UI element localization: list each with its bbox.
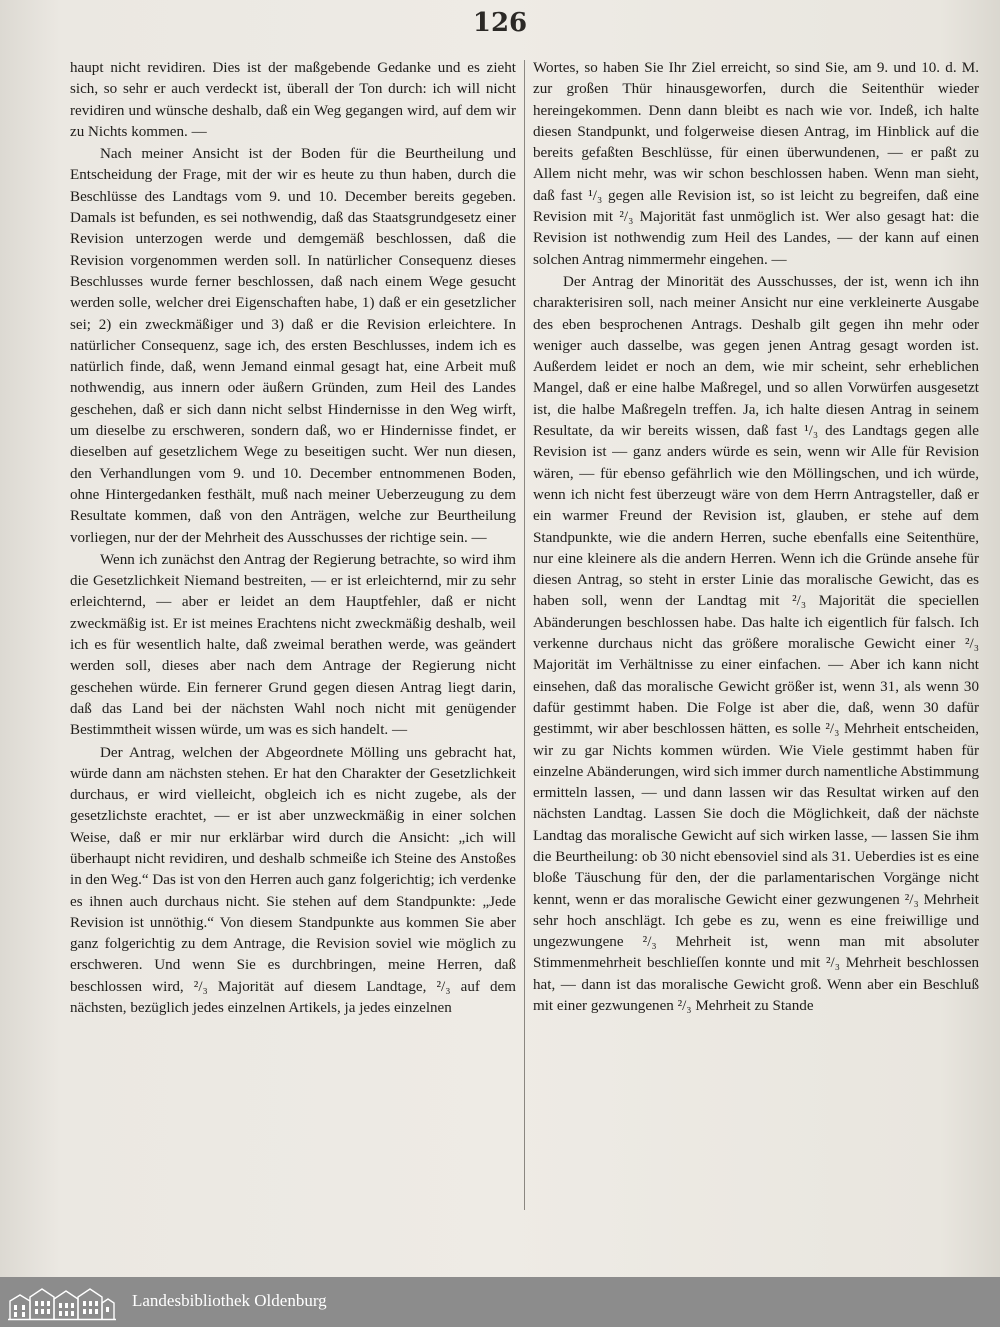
library-building-icon [8,1283,116,1321]
paragraph: Wortes, so haben Sie Ihr Ziel erreicht, so sind Sie, am 9. und 10. d. M. zur großen Thür hinausgeworfen, durch die Seitenthür wieder hereingekommen. Denn dann bleibt es nach wie vor. Indeß, ich halte diesen Standpunkt, und folgerweise diesen Antrag, im Hinblick auf die bereits gefaßten Beschlüsse, für einen überwundenen, — er paßt zu Allem nicht mehr, was wir schon beschlossen haben. Wenn man sieht, daß fast ¹/₃ gegen alle Revision ist, so ist leicht zu begreifen, daß eine Revision mit ²/₃ Majorität fast unmöglich ist. Wer also gesagt hat: die Revision ist nothwendig zum Heil des Landes, — der kann auf einen solchen Antrag nimmermehr eingehen. — [533,60,979,268]
paragraph: Der Antrag der Minorität des Ausschusses, der ist, wenn ich ihn charakterisiren soll, nach meiner Ansicht nur eine verkleinerte Ausgabe des eben besprochenen Antrags. Deshalb gilt gegen ihn mehr oder weniger auch dasselbe, was gegen jenen Antrag gesagt worden ist. Außerdem leidet er noch an dem, wie mir scheint, sehr erheblichen Mangel, daß er eine halbe Maßregel, und so allen Vorwürfen ausgesetzt ist, die halbe Maßregeln treffen. Ja, ich halte diesen Antrag in seinem Resultate, da wir bereits wissen, daß fast ¹/₃ des Landtags gegen alle Revision ist — ganz anders würde es sein, wenn wir Alle für Revision wären, — für ebenso gefährlich wie den Möllingschen, und ich würde, wenn ich nicht fest überzeugt wäre von dem Herrn Antragsteller, daß er ein warmer Freund der Revision ist, glauben, er stehe auf dem Standpunkte, wie die andern Herren, suche ebenfalls eine Seitenthüre, nur eine kleinere als die andern Herren. Wenn ich die Gründe ansehe für diesen Antrag, so steht in erster Linie das moralische Gewicht, das es haben soll, wenn der Landtag mit ²/₃ Majorität die speciellen Abänderungen beschlossen habe. Das halte ich eigentlich für falsch. Ich verkenne durchaus nicht das größere moralische Gewicht einer ²/₃ Majorität im Verhältnisse zu einer einfachen. — Aber ich kann nicht einsehen, daß das moralische Gewicht größer ist, wenn 31, als wenn 30 dafür gestimmt haben. Die Folge ist aber die, daß, wenn 30 dafür gestimmt, wir aber beschlossen hätten, es solle ²/₃ Mehrheit entscheiden, wir zu gar Nichts kommen würden. Wie Viele gestimmt haben für einzelne Abänderungen, wird sich immer durch namentliche Abstimmung ermitteln lassen, — und dann lassen wir das Resultat wirken auf den nächsten Landtag. Lassen Sie doch die Möglichkeit, daß der nächste Landtag das moralische Gewicht auf sich wirken lasse, — lassen Sie ihm die Beurtheilung: ob 30 nicht ebensoviel sind als 31. Ueberdies ist es eine bloße Täuschung für den, der die parlamentarischen Vorgänge nicht kennt, wenn er das moralische Gewicht einer gezwungenen ²/₃ Mehrheit sehr hoch anschlägt. Ich gebe es zu, wenn es eine freiwillige und ungezwungene ²/₃ Mehrheit ist, wenn man mit absoluter Stimmenmehrheit beschlieſſen konnte und mit ²/₃ Mehrheit beschlossen hat, — dann ist das moralische Gewicht groß. Wenn aber ein Beschluß mit einer gezwungenen ²/₃ Mehrheit zu Stande [533,273,979,1015]
footer-bar [0,1277,1000,1327]
column-divider [524,60,525,1210]
paragraph: haupt nicht revidiren. Dies ist der maßgebende Gedanke und es zieht sich, so sehr er auch verdeckt ist, überall der Ton durch: ich will nicht revidiren und wünsche deshalb, daß ein Weg gegangen wird, auf dem wir zu Nichts kommen. — [70,60,516,140]
library-name: Landesbibliothek Oldenburg [132,1291,327,1310]
page-number: 126 [472,8,528,38]
paragraph: Der Antrag, welchen der Abgeordnete Mölling uns gebracht hat, würde dann am nächsten stehen. Er hat den Charakter der Gesetzlichkeit durchaus, er wird vielleicht, obgleich ich es nicht zugebe, als der gesetzlichste erachtet, — er ist aber unzweckmäßig in einer solchen Weise, daß er mir nur erklärbar wird durch die Ansicht: „ich will überhaupt nicht revidiren, und deshalb schmeiße ich Steine des Anstoßes in den Weg.“ Das ist von den Herren auch ganz folgerichtig; ich verdenke es ihnen auch durchaus nicht. Sie stehen auf dem Standpunkte: „Jede Revision ist unnöthig.“ Von diesem Standpunkte aus kommen Sie aber ganz folgerichtig zu dem Antrage, die Revision soviel wie möglich zu erschweren. Und wenn Sie es durchbringen, meine Herren, daß beschlossen wird, ²/₃ Majorität auf diesem Landtage, ²/₃ auf dem nächsten, bezüglich jedes einzelnen Artikels, ja jedes einzelnen [70,744,516,1017]
paragraph: Nach meiner Ansicht ist der Boden für die Beurtheilung und Entscheidung der Frage, mit der wir es heute zu thun haben, durch die Beschlüsse des Landtags vom 9. und 10. December bereits gegeben. Damals ist befunden, es sei nothwendig, daß das Staatsgrundgesetz einer Revision unterzogen werde und demgemäß beschlossen, daß die Revision vorgenommen werden soll. In natürlicher Consequenz dieses Beschlusses wurde ferner beschlossen, daß nach einem Wege gesucht werden solle, welcher drei Eigenschaften habe, 1) daß er ein gesetzlicher sei; 2) ein zweckmäßiger und 3) daß er die Revision erleichtere. In natürlicher Consequenz, sage ich, des ersten Beschlusses, indem ich es natürlich finde, daß, wenn Jemand einmal gesagt hat, eine Arbeit muß nothwendig, aus innern oder äußern Gründen, zum Heil des Landes geschehen, daß er sich dann nicht selbst Hindernisse in den Weg wirft, um dieselbe zu erschweren, sondern daß, wo er Hindernisse findet, er dieselben auf gesetzlichem Wege zu beseitigen sucht. Wer nun diesen, den Verhandlungen vom 9. und 10. December entnommenen Boden, ohne Hintergedanken festhält, muß nach meiner Ueberzeugung zu dem Resultate kommen, daß von den Anträgen, welche zur Beurtheilung vorliegen, nur der der Mehrheit des Ausschusses der richtige sein. — [70,146,516,546]
right-column [533,58,979,1208]
left-column [70,58,516,1208]
paragraph: Wenn ich zunächst den Antrag der Regierung betrachte, so wird ihm die Gesetzlichkeit Niemand bestreiten, — er ist erleichternd, mir zu sehr erleichternd, — aber er leidet an dem Hauptfehler, daß er nicht zweckmäßig ist. Er ist meines Erachtens nicht zweckmäßig deshalb, weil ich es für wesentlich halte, daß zweimal berathen werde, was geändert werden soll, dieses aber nach dem Antrage der Regierung nicht geschehen würde. Ein fernerer Grund gegen diesen Antrag liegt darin, daß das Land bei der nächsten Wahl noch nicht mit genügender Bestimmtheit wissen würde, um was es sich handelt. — [70,551,516,739]
